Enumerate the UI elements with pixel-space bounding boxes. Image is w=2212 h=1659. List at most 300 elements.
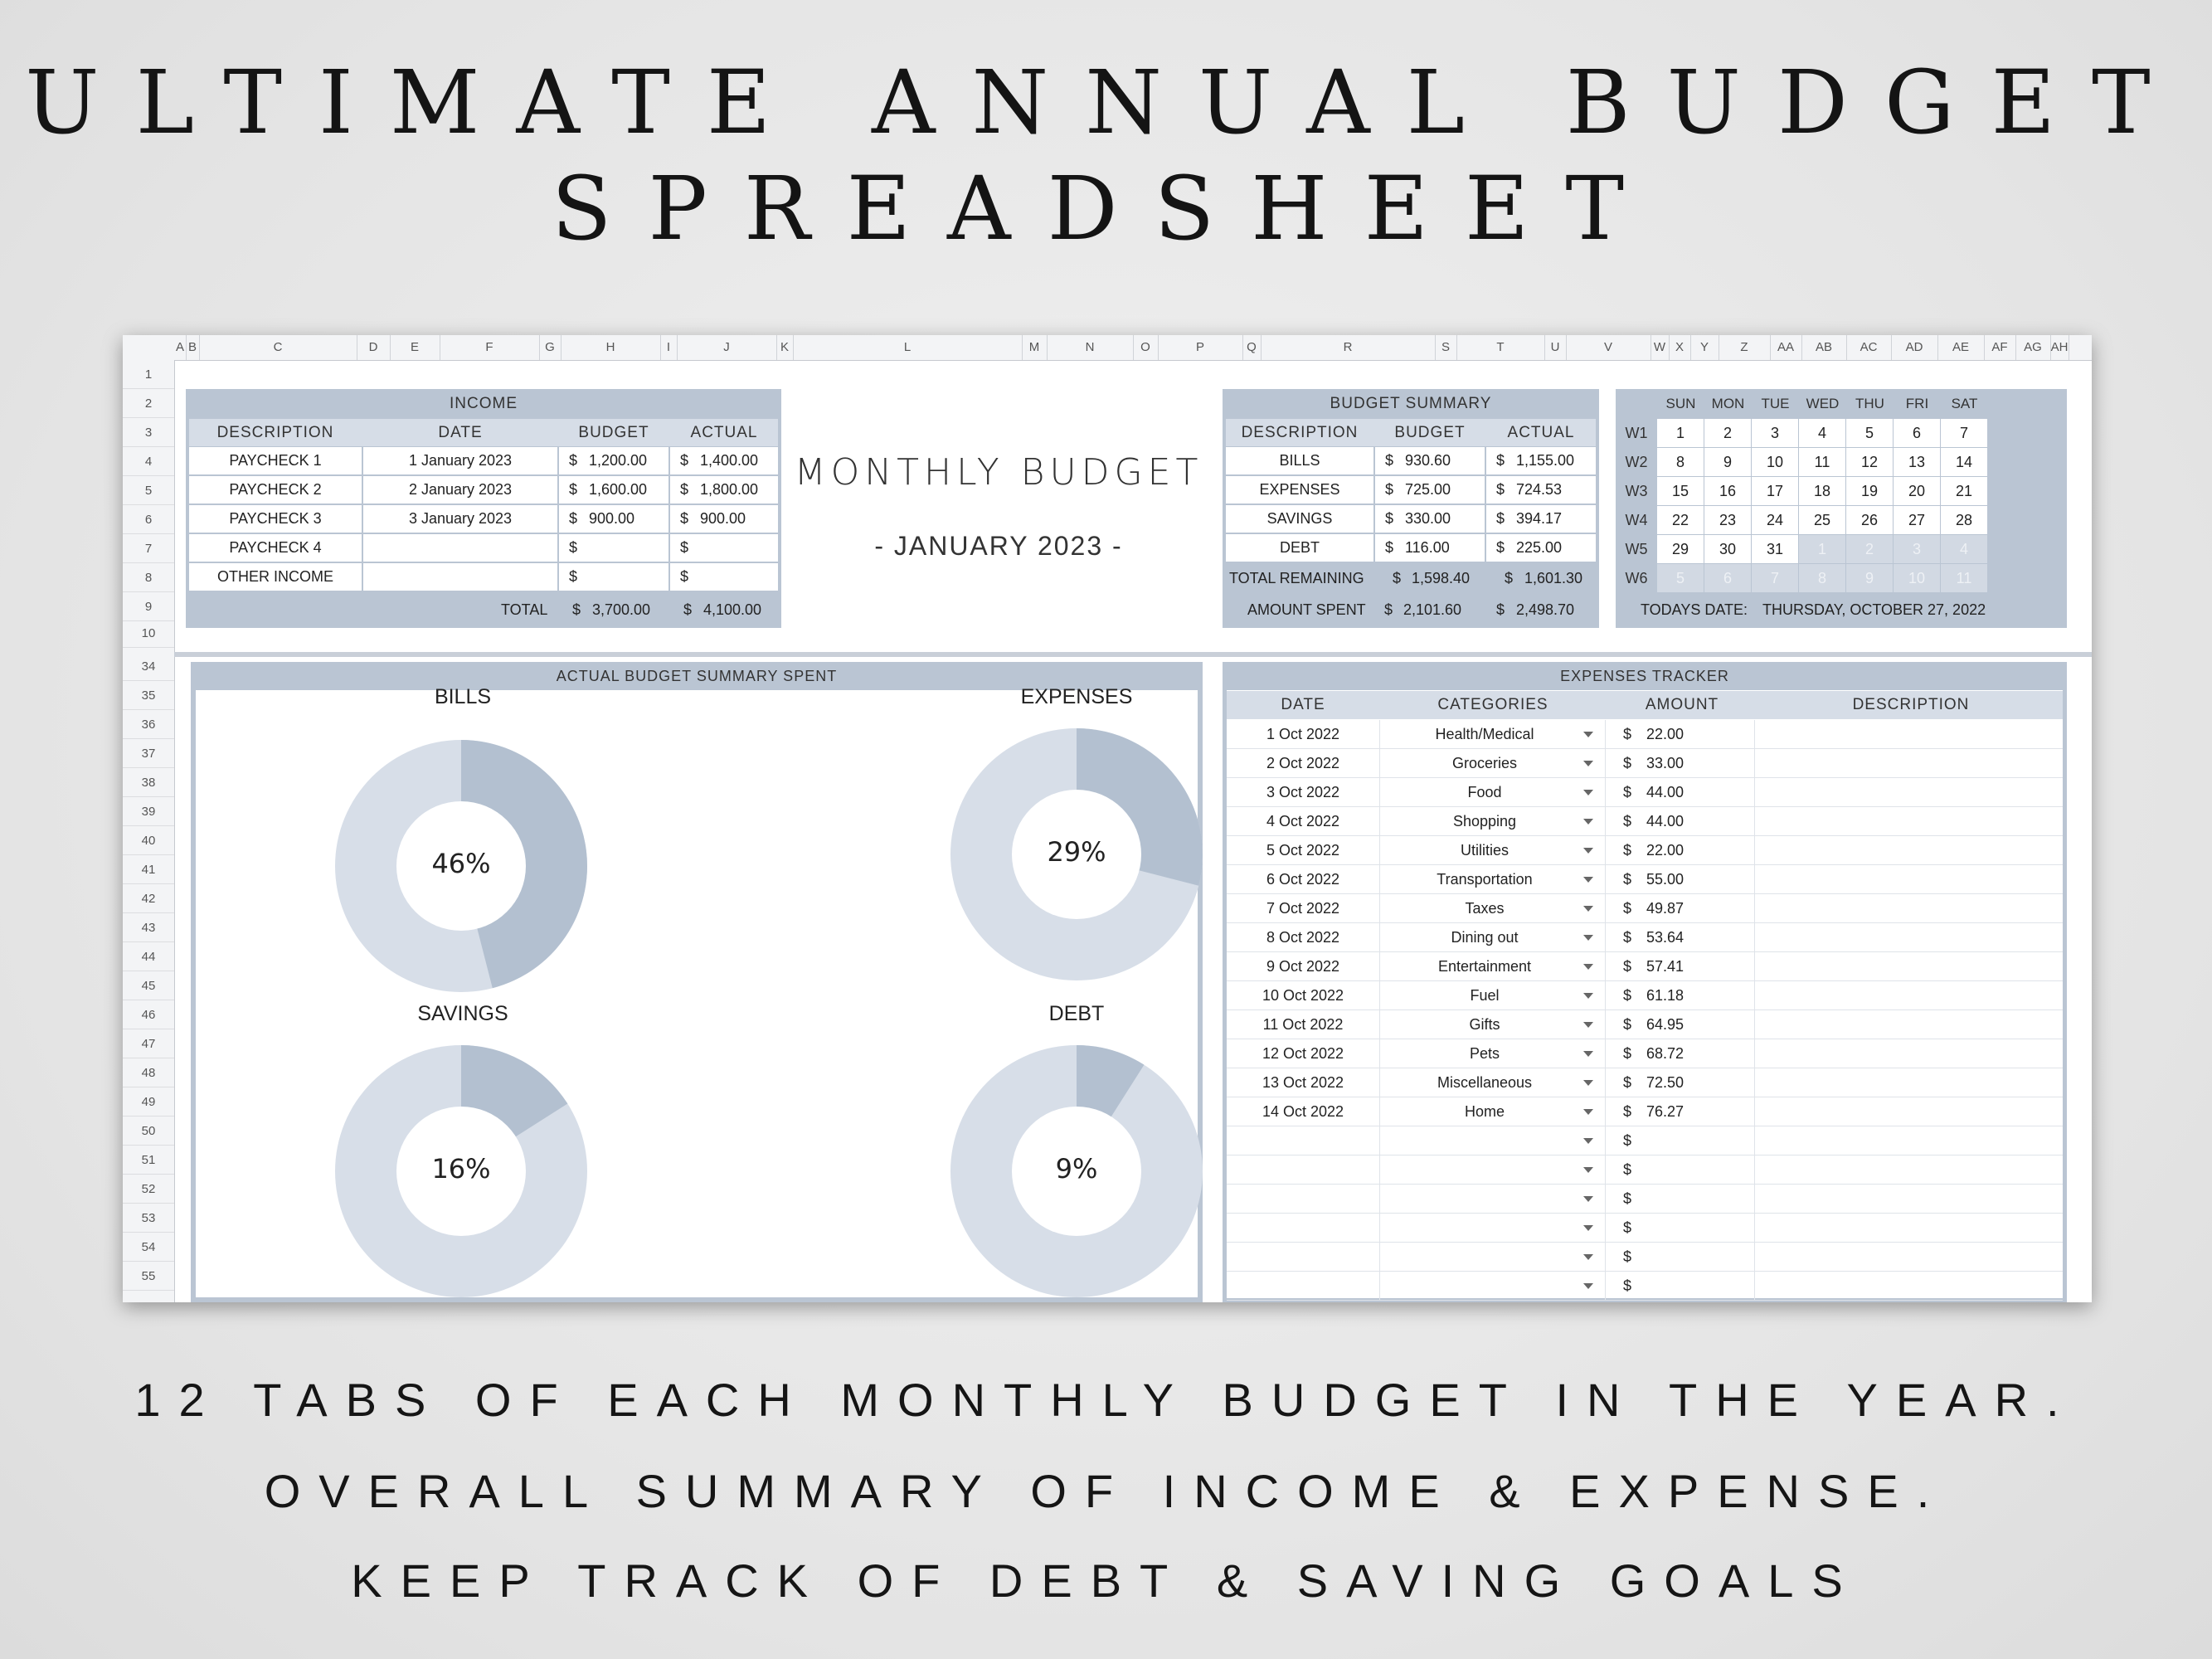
summary-budget-cell[interactable] [1375,505,1485,533]
column-header[interactable]: K [776,335,794,360]
tracker-description-cell[interactable] [1757,1185,2061,1214]
tracker-amount-cell[interactable]: 53.64 [1646,929,1685,946]
income-actual-cell[interactable] [670,505,778,533]
summary-actual-cell[interactable] [1486,447,1596,474]
tracker-category-cell[interactable]: Home [1464,1103,1505,1120]
currency-symbol: $ [1623,1132,1632,1149]
tracker-date-cell[interactable] [1227,1272,1379,1301]
tracker-date-cell[interactable]: 5 Oct 2022 [1266,842,1340,859]
income-actual-cell[interactable] [670,534,778,562]
column-header[interactable]: AF [1984,335,2016,360]
dropdown-arrow-icon[interactable] [1583,1138,1593,1144]
tracker-divider [1605,981,1606,1010]
tracker-category-cell[interactable]: Transportation [1437,871,1533,888]
column-header[interactable]: P [1158,335,1243,360]
calendar-date-cell[interactable]: 6 [1894,419,1940,447]
currency-symbol: $ [569,510,578,527]
dropdown-arrow-icon[interactable] [1583,1225,1593,1231]
row-header[interactable]: 46 [123,1000,174,1029]
column-header[interactable]: E [390,335,440,360]
row-header[interactable]: 4 [123,447,174,476]
calendar-date-cell[interactable]: 11 [1941,564,1987,592]
summary-actual-value: 225.00 [1516,539,1563,556]
income-total-row [186,596,781,625]
tracker-date-cell[interactable]: 13 Oct 2022 [1262,1074,1344,1091]
column-header[interactable]: S [1435,335,1457,360]
dropdown-arrow-icon[interactable] [1583,877,1593,883]
spent-currency: $ [1384,601,1393,618]
tracker-description-cell[interactable] [1757,836,2061,865]
tracker-row[interactable] [1227,1185,2063,1214]
tracker-category-cell[interactable]: Groceries [1451,755,1518,771]
tracker-description-cell[interactable] [1757,981,2061,1010]
income-budget-value: 1,600.00 [589,481,648,498]
row-header[interactable]: 40 [123,826,174,855]
calendar-date-cell[interactable]: 4 [1799,419,1845,447]
row-header[interactable]: 48 [123,1058,174,1087]
tracker-row[interactable] [1227,923,2063,952]
footer-line-3: KEEP TRACK OF DEBT & SAVING GOALS [351,1554,1861,1607]
tracker-amount-cell[interactable]: 49.87 [1646,900,1685,917]
calendar-date-cell[interactable]: 2 [1846,535,1893,563]
tracker-amount-cell[interactable]: 44.00 [1646,813,1685,830]
tracker-amount-cell[interactable]: 44.00 [1646,784,1685,800]
calendar-date-cell[interactable]: 3 [1752,419,1798,447]
summary-budget-cell[interactable] [1375,447,1485,474]
row-header[interactable]: 41 [123,855,174,884]
tracker-category-cell[interactable]: Miscellaneous [1437,1074,1533,1091]
tracker-description-cell[interactable] [1757,778,2061,807]
income-date-cell[interactable]: 1 January 2023 [363,447,557,474]
tracker-amount-cell[interactable]: 55.00 [1646,871,1685,888]
tracker-divider [1605,865,1606,894]
calendar-date-cell[interactable]: 7 [1941,419,1987,447]
calendar-date-cell[interactable]: 8 [1799,564,1845,592]
tracker-date-cell[interactable] [1227,1155,1379,1185]
dropdown-arrow-icon[interactable] [1583,790,1593,795]
calendar-date-cell[interactable]: 16 [1704,477,1751,505]
income-date-cell[interactable] [363,563,557,591]
tracker-date-cell[interactable] [1227,1185,1379,1214]
income-date-cell[interactable]: 2 January 2023 [363,476,557,504]
income-date-cell[interactable] [363,534,557,562]
calendar-date-cell[interactable]: 17 [1752,477,1798,505]
tracker-date-cell[interactable]: 6 Oct 2022 [1266,871,1340,888]
tracker-divider [1605,894,1606,923]
tracker-description-cell[interactable] [1757,1097,2061,1126]
column-header[interactable]: D [357,335,391,360]
calendar-date-cell[interactable]: 28 [1941,506,1987,534]
calendar-date-cell[interactable]: 18 [1799,477,1845,505]
tracker-category-cell[interactable]: Dining out [1451,929,1519,946]
calendar-date-cell[interactable]: 23 [1704,506,1751,534]
calendar-day-header: MON [1711,396,1745,411]
summary-actual-cell[interactable] [1486,534,1596,562]
column-header[interactable]: AG [2015,335,2051,360]
tracker-row[interactable] [1227,1155,2063,1185]
tracker-amount-cell[interactable]: 76.27 [1646,1103,1685,1120]
income-description-cell[interactable]: PAYCHECK 3 [189,505,362,533]
column-header[interactable]: R [1261,335,1436,360]
calendar-date-cell[interactable]: 25 [1799,506,1845,534]
chart-label: EXPENSES [1020,685,1133,708]
tracker-description-cell[interactable] [1757,1243,2061,1272]
tracker-date-cell[interactable]: 3 Oct 2022 [1266,784,1340,800]
column-header[interactable]: T [1456,335,1545,360]
summary-description-cell[interactable]: BILLS [1226,447,1373,474]
tracker-amount-cell[interactable]: 61.18 [1646,987,1685,1004]
tracker-description-cell[interactable] [1757,1068,2061,1097]
income-description-cell[interactable]: PAYCHECK 4 [189,534,362,562]
tracker-amount-cell[interactable] [1646,1185,1754,1214]
column-header[interactable]: G [539,335,562,360]
dropdown-arrow-icon[interactable] [1583,819,1593,825]
dropdown-arrow-icon[interactable] [1583,732,1593,737]
income-total-budget: 3,700.00 [592,601,651,618]
summary-actual-cell[interactable] [1486,476,1596,504]
tracker-date-cell[interactable]: 1 Oct 2022 [1266,726,1340,742]
tracker-amount-cell[interactable]: 33.00 [1646,755,1685,771]
currency-symbol: $ [1623,958,1632,975]
tracker-divider [1754,1097,1755,1126]
tracker-amount-cell[interactable]: 22.00 [1646,842,1685,859]
calendar-date-cell[interactable]: 30 [1704,535,1751,563]
tracker-category-cell[interactable]: Entertainment [1437,958,1532,975]
tracker-amount-cell[interactable]: 57.41 [1646,958,1685,975]
income-header-row [189,419,778,446]
tracker-description-cell[interactable] [1757,865,2061,894]
calendar-date-cell[interactable]: 5 [1846,419,1893,447]
calendar-date-cell[interactable]: 2 [1704,419,1751,447]
tracker-row[interactable] [1227,1126,2063,1155]
calendar-date-cell[interactable]: 1 [1799,535,1845,563]
tracker-amount-cell[interactable] [1646,1214,1754,1243]
tracker-amount-cell[interactable] [1646,1126,1754,1155]
row-header[interactable]: 35 [123,681,174,710]
tracker-date-cell[interactable]: 9 Oct 2022 [1266,958,1340,975]
currency-symbol: $ [1385,452,1394,469]
tracker-date-cell[interactable] [1227,1243,1379,1272]
tracker-category-cell[interactable]: Fuel [1470,987,1500,1004]
income-description-cell[interactable]: PAYCHECK 2 [189,476,362,504]
calendar-date-cell[interactable]: 10 [1752,448,1798,476]
remaining-actual: 1,601.30 [1524,570,1583,586]
tracker-category-cell[interactable] [1381,1214,1588,1243]
tracker-description-cell[interactable] [1757,1214,2061,1243]
calendar-date-cell[interactable]: 3 [1894,535,1940,563]
chart-label: BILLS [434,685,492,708]
calendar-week-label: W5 [1625,541,1648,557]
column-header[interactable]: V [1566,335,1651,360]
row-header[interactable]: 53 [123,1204,174,1233]
tracker-row[interactable] [1227,749,2063,778]
column-header[interactable]: X [1669,335,1691,360]
dropdown-arrow-icon[interactable] [1583,935,1593,941]
dropdown-arrow-icon[interactable] [1583,1051,1593,1057]
calendar-date-cell[interactable]: 21 [1941,477,1987,505]
tracker-row[interactable] [1227,1272,2063,1301]
row-header[interactable]: 7 [123,534,174,563]
row-header[interactable]: 6 [123,505,174,534]
headline-line-2: SPREADSHEET [551,158,1661,260]
tracker-description-cell[interactable] [1757,1010,2061,1039]
tracker-category-cell[interactable]: Pets [1469,1045,1500,1062]
tracker-category-cell[interactable]: Shopping [1452,813,1517,830]
tracker-description-cell[interactable] [1757,1155,2061,1185]
tracker-divider [1754,1272,1755,1301]
calendar-date-cell[interactable]: 8 [1657,448,1704,476]
tracker-description-cell[interactable] [1757,1272,2061,1301]
tracker-row[interactable] [1227,981,2063,1010]
tracker-divider [1605,1272,1606,1301]
tracker-divider [1605,1039,1606,1068]
tracker-divider [1379,1010,1380,1039]
summary-description-cell[interactable]: SAVINGS [1226,505,1373,533]
income-actual-cell[interactable] [670,563,778,591]
row-header[interactable]: 8 [123,563,174,592]
column-header[interactable]: AH [2050,335,2069,360]
tracker-row[interactable] [1227,778,2063,807]
row-header[interactable]: 50 [123,1117,174,1146]
tracker-category-cell[interactable]: Health/Medical [1435,726,1534,742]
row-header[interactable]: 52 [123,1175,174,1204]
tracker-category-cell[interactable]: Food [1467,784,1502,800]
dropdown-arrow-icon[interactable] [1583,1109,1593,1115]
column-header[interactable]: U [1544,335,1567,360]
tracker-row[interactable] [1227,1039,2063,1068]
calendar-date-cell[interactable]: 5 [1657,564,1704,592]
calendar-date-cell[interactable]: 10 [1894,564,1940,592]
dropdown-arrow-icon[interactable] [1583,906,1593,912]
tracker-amount-cell[interactable] [1646,1243,1754,1272]
tracker-date-cell[interactable]: 10 Oct 2022 [1262,987,1344,1004]
row-header[interactable]: 3 [123,418,174,447]
tracker-amount-cell[interactable] [1646,1155,1754,1185]
calendar-date-cell[interactable]: 19 [1846,477,1893,505]
tracker-date-cell[interactable]: 7 Oct 2022 [1266,900,1340,917]
calendar-date-cell[interactable]: 14 [1941,448,1987,476]
row-header[interactable]: 44 [123,942,174,971]
tracker-date-cell[interactable]: 14 Oct 2022 [1262,1103,1344,1120]
dropdown-arrow-icon[interactable] [1583,761,1593,766]
tracker-amount-cell[interactable]: 72.50 [1646,1074,1685,1091]
tracker-date-cell[interactable]: 8 Oct 2022 [1266,929,1340,946]
calendar-date-cell[interactable]: 9 [1846,564,1893,592]
tracker-description-cell[interactable] [1757,807,2061,836]
income-date-cell[interactable]: 3 January 2023 [363,505,557,533]
tracker-date-cell[interactable] [1227,1126,1379,1155]
income-budget-cell[interactable] [559,534,668,562]
row-header[interactable]: 39 [123,797,174,826]
row-header[interactable]: 34 [123,652,174,681]
calendar-date-cell[interactable]: 29 [1657,535,1704,563]
row-header[interactable]: 9 [123,592,174,621]
tracker-amount-cell[interactable]: 22.00 [1646,726,1685,742]
tracker-divider [1379,1214,1380,1243]
tracker-date-cell[interactable]: 4 Oct 2022 [1266,813,1340,830]
tracker-category-cell[interactable] [1381,1126,1588,1155]
column-header[interactable]: F [440,335,540,360]
tracker-amount-cell[interactable]: 68.72 [1646,1045,1685,1062]
tracker-divider [1605,1185,1606,1214]
column-header[interactable]: AD [1891,335,1938,360]
tracker-divider [1379,1243,1380,1272]
row-header[interactable]: 42 [123,884,174,913]
calendar-date-cell[interactable]: 4 [1941,535,1987,563]
calendar-date-cell[interactable]: 1 [1657,419,1704,447]
column-header[interactable]: I [660,335,678,360]
tracker-date-cell[interactable]: 12 Oct 2022 [1262,1045,1344,1062]
tracker-divider [1379,952,1380,981]
income-budget-cell[interactable] [559,563,668,591]
tracker-row[interactable] [1227,894,2063,923]
income-budget-cell[interactable] [559,447,668,474]
column-header[interactable]: Q [1242,335,1262,360]
tracker-description-cell[interactable] [1757,923,2061,952]
dropdown-arrow-icon[interactable] [1583,993,1593,999]
income-budget-value: 900.00 [589,510,635,527]
row-header[interactable]: 43 [123,913,174,942]
row-header[interactable]: 55 [123,1262,174,1291]
calendar-day-header: FRI [1905,396,1929,411]
column-header[interactable]: AC [1846,335,1892,360]
row-header[interactable]: 2 [123,389,174,418]
calendar-date-cell[interactable]: 31 [1752,535,1798,563]
income-actual-cell[interactable] [670,476,778,504]
calendar-date-cell[interactable]: 27 [1894,506,1940,534]
column-header[interactable]: N [1047,335,1134,360]
dropdown-arrow-icon[interactable] [1583,1196,1593,1202]
calendar-date-cell[interactable]: 6 [1704,564,1751,592]
tracker-row[interactable] [1227,1068,2063,1097]
summary-actual-value: 724.53 [1516,481,1563,498]
spent-actual: 2,498.70 [1516,601,1575,618]
income-description-cell[interactable]: OTHER INCOME [189,563,362,591]
calendar-date-cell[interactable]: 24 [1752,506,1798,534]
income-budget-cell[interactable] [559,476,668,504]
calendar-date-cell[interactable]: 11 [1799,448,1845,476]
summary-description-cell[interactable]: DEBT [1226,534,1373,562]
calendar-date-cell[interactable]: 15 [1657,477,1704,505]
column-header[interactable]: W [1650,335,1670,360]
column-header[interactable]: AB [1801,335,1847,360]
tracker-description-cell[interactable] [1757,1039,2061,1068]
calendar-date-cell[interactable]: 12 [1846,448,1893,476]
tracker-amount-cell[interactable]: 64.95 [1646,1016,1685,1033]
tracker-category-cell[interactable]: Taxes [1465,900,1505,917]
column-header[interactable]: J [677,335,777,360]
column-header[interactable]: H [561,335,661,360]
tracker-description-cell[interactable] [1757,894,2061,923]
column-header[interactable]: M [1022,335,1048,360]
tracker-date-cell[interactable]: 11 Oct 2022 [1262,1016,1344,1033]
row-header[interactable]: 45 [123,971,174,1000]
calendar-date-cell[interactable]: 7 [1752,564,1798,592]
tracker-category-cell[interactable] [1381,1243,1588,1272]
tracker-row[interactable] [1227,720,2063,749]
dropdown-arrow-icon[interactable] [1583,1167,1593,1173]
tracker-category-cell[interactable]: Gifts [1469,1016,1500,1033]
column-header[interactable]: O [1133,335,1159,360]
row-header[interactable]: 49 [123,1087,174,1117]
tracker-row[interactable] [1227,1010,2063,1039]
row-header[interactable]: 5 [123,476,174,505]
column-header[interactable]: B [186,335,200,360]
row-header[interactable]: 51 [123,1146,174,1175]
row-header[interactable]: 54 [123,1233,174,1262]
tracker-amount-cell[interactable] [1646,1272,1754,1301]
calendar-date-cell[interactable]: 13 [1894,448,1940,476]
tracker-date-cell[interactable] [1227,1214,1379,1243]
column-header[interactable]: Z [1719,335,1771,360]
tracker-category-cell[interactable]: Utilities [1460,842,1509,859]
calendar-date-cell[interactable]: 22 [1657,506,1704,534]
summary-description-cell[interactable]: EXPENSES [1226,476,1373,504]
dropdown-arrow-icon[interactable] [1583,1080,1593,1086]
tracker-row[interactable] [1227,836,2063,865]
tracker-description-cell[interactable] [1757,952,2061,981]
tracker-row[interactable] [1227,1243,2063,1272]
dropdown-arrow-icon[interactable] [1583,848,1593,854]
dropdown-arrow-icon[interactable] [1583,964,1593,970]
tracker-row[interactable] [1227,1097,2063,1126]
tracker-divider [1605,836,1606,865]
tracker-category-cell[interactable] [1381,1185,1588,1214]
column-header[interactable]: L [793,335,1023,360]
calendar-panel [1616,389,2067,628]
column-header[interactable]: Y [1690,335,1719,360]
tracker-description-cell[interactable] [1757,720,2061,749]
summary-budget-cell[interactable] [1375,534,1485,562]
income-actual-cell[interactable] [670,447,778,474]
tracker-divider [1379,1126,1380,1155]
calendar-date-cell[interactable]: 9 [1704,448,1751,476]
dropdown-arrow-icon[interactable] [1583,1022,1593,1028]
column-header[interactable]: AA [1770,335,1802,360]
row-header[interactable]: 47 [123,1029,174,1058]
calendar-day-header: TUE [1761,396,1790,411]
row-header-bar [123,360,175,1302]
column-header[interactable]: A [174,335,187,360]
tracker-category-cell[interactable] [1381,1272,1588,1301]
dropdown-arrow-icon[interactable] [1583,1283,1593,1289]
calendar-date-cell[interactable]: 26 [1846,506,1893,534]
row-header[interactable]: 1 [123,360,174,389]
tracker-row[interactable] [1227,807,2063,836]
summary-actual-cell[interactable] [1486,505,1596,533]
tracker-row[interactable] [1227,952,2063,981]
column-header[interactable]: AE [1937,335,1985,360]
tracker-date-cell[interactable]: 2 Oct 2022 [1266,755,1340,771]
tracker-description-cell[interactable] [1757,749,2061,778]
row-header[interactable]: 38 [123,768,174,797]
tracker-row[interactable] [1227,1214,2063,1243]
tracker-category-cell[interactable] [1381,1155,1588,1185]
row-header[interactable]: 37 [123,739,174,768]
income-description-cell[interactable]: PAYCHECK 1 [189,447,362,474]
summary-budget-cell[interactable] [1375,476,1485,504]
budget-summary-panel [1223,389,1599,628]
row-header[interactable]: 10 [123,619,174,648]
dropdown-arrow-icon[interactable] [1583,1254,1593,1260]
column-header[interactable]: C [199,335,357,360]
tracker-row[interactable] [1227,865,2063,894]
income-budget-cell[interactable] [559,505,668,533]
tracker-description-cell[interactable] [1757,1126,2061,1155]
calendar-date-cell[interactable]: 20 [1894,477,1940,505]
income-actual-value: 900.00 [700,510,746,527]
row-header[interactable]: 36 [123,710,174,739]
